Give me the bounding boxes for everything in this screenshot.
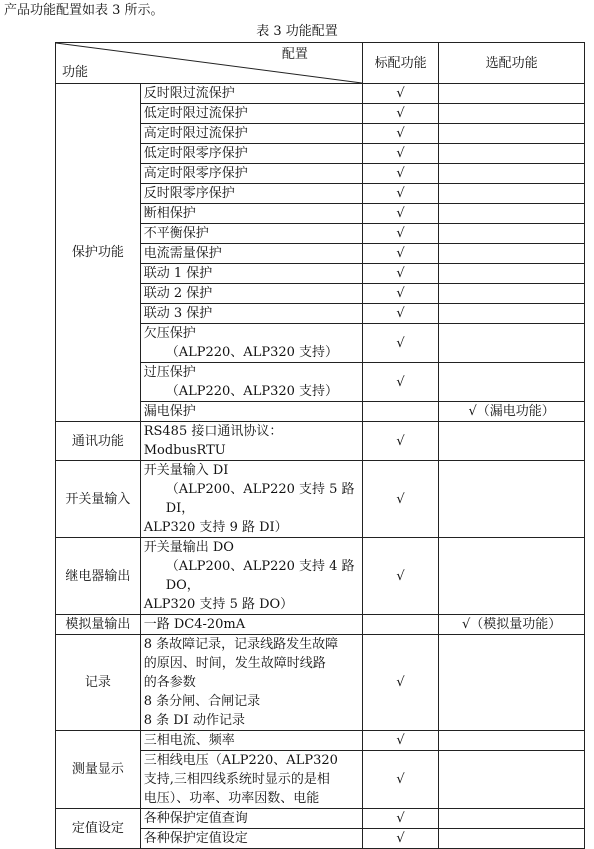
feature-cell xyxy=(140,264,362,284)
feature-line: 各种保护定值查询 xyxy=(143,811,248,826)
feature-line: 三相电流、频率 xyxy=(143,733,235,748)
category-cell: 保护功能 xyxy=(56,84,141,422)
category-cell: 继电器输出 xyxy=(56,538,141,615)
standard-cell: √ xyxy=(362,422,438,461)
header-config-label: 配置 xyxy=(281,47,308,62)
feature-cell xyxy=(140,164,362,184)
feature-line: 8 条 DI 动作记录 xyxy=(143,713,245,728)
optional-cell xyxy=(439,538,585,615)
table-header-row xyxy=(56,43,585,84)
feature-line: RS485 接口通讯协议： xyxy=(143,424,283,439)
header-optional: 选配功能 xyxy=(439,43,585,84)
header-function-label: 功能 xyxy=(62,65,89,80)
diagonal-line xyxy=(56,43,362,83)
optional-cell xyxy=(439,809,585,829)
intro-text: 产品功能配置如表 3 所示。 xyxy=(4,3,164,18)
feature-line: 的原因、时间，发生故障时线路 xyxy=(143,656,326,671)
feature-cell xyxy=(140,635,362,731)
feature-line: 欠压保护 xyxy=(143,326,196,341)
feature-cell xyxy=(140,104,362,124)
table-row xyxy=(56,615,585,635)
standard-cell: √ xyxy=(362,635,438,731)
feature-cell xyxy=(140,124,362,144)
category-cell: 定值设定 xyxy=(56,809,141,849)
feature-line: 8 条分闸、合闸记录 xyxy=(143,694,261,709)
standard-cell: √ xyxy=(362,324,438,363)
optional-cell xyxy=(439,124,585,144)
table-row xyxy=(56,84,585,104)
optional-cell xyxy=(439,224,585,244)
feature-cell xyxy=(140,304,362,324)
standard-cell: √ xyxy=(362,264,438,284)
feature-cell xyxy=(140,184,362,204)
optional-cell xyxy=(439,144,585,164)
table-body xyxy=(56,84,585,849)
optional-cell xyxy=(439,284,585,304)
standard-cell: √ xyxy=(362,284,438,304)
feature-line: 联动 1 保护 xyxy=(143,266,213,281)
feature-cell xyxy=(140,615,362,635)
standard-cell: √ xyxy=(362,84,438,104)
feature-cell xyxy=(140,422,362,461)
standard-cell: √ xyxy=(362,731,438,751)
feature-cell xyxy=(140,284,362,304)
feature-line: 开关量输出 DO xyxy=(143,540,234,555)
category-cell: 模拟量输出 xyxy=(56,615,141,635)
feature-cell xyxy=(140,809,362,829)
standard-cell xyxy=(362,402,438,422)
feature-cell xyxy=(140,751,362,809)
optional-cell xyxy=(439,204,585,224)
feature-line: 低定时限零序保护 xyxy=(143,146,248,161)
optional-cell xyxy=(439,324,585,363)
standard-cell: √ xyxy=(362,104,438,124)
diagonal-header-cell xyxy=(56,43,363,84)
feature-line: 电流需量保护 xyxy=(143,246,222,261)
feature-cell xyxy=(140,204,362,224)
feature-line: ModbusRTU xyxy=(143,443,226,458)
feature-cell xyxy=(140,829,362,849)
standard-cell: √ xyxy=(362,164,438,184)
table-row xyxy=(56,422,585,461)
table-caption: 表 3 功能配置 xyxy=(256,24,338,39)
feature-cell xyxy=(140,84,362,104)
feature-line: 过压保护 xyxy=(143,365,196,380)
standard-cell: √ xyxy=(362,363,438,402)
table-row xyxy=(56,461,585,538)
feature-line: （ALP220、ALP320 支持） xyxy=(165,384,339,399)
function-config-table xyxy=(55,42,585,849)
optional-cell xyxy=(439,244,585,264)
header-standard: 标配功能 xyxy=(362,43,438,84)
feature-line: 反时限过流保护 xyxy=(143,86,235,101)
feature-line: 高定时限过流保护 xyxy=(143,126,248,141)
feature-line: 低定时限过流保护 xyxy=(143,106,248,121)
feature-cell xyxy=(140,461,362,538)
table-row xyxy=(56,731,585,751)
category-cell: 通讯功能 xyxy=(56,422,141,461)
standard-cell: √ xyxy=(362,751,438,809)
feature-line: 漏电保护 xyxy=(143,404,196,419)
feature-line: 一路 DC4-20mA xyxy=(143,617,246,632)
table-row xyxy=(56,809,585,829)
feature-line: 的各参数 xyxy=(143,675,196,690)
feature-cell xyxy=(140,363,362,402)
feature-line: （ALP200、ALP220 支持 4 路 DO， xyxy=(165,559,355,593)
category-cell: 测量显示 xyxy=(56,731,141,809)
standard-cell: √ xyxy=(362,304,438,324)
feature-line: 高定时限零序保护 xyxy=(143,166,248,181)
optional-cell xyxy=(439,164,585,184)
optional-cell xyxy=(439,84,585,104)
feature-line: 联动 2 保护 xyxy=(143,286,213,301)
feature-line: 不平衡保护 xyxy=(143,226,209,241)
optional-cell xyxy=(439,422,585,461)
standard-cell: √ xyxy=(362,124,438,144)
feature-cell xyxy=(140,402,362,422)
optional-cell xyxy=(439,363,585,402)
standard-cell: √ xyxy=(362,461,438,538)
optional-cell xyxy=(439,304,585,324)
feature-line: 三相线电压（ALP220、ALP320 xyxy=(143,753,338,768)
optional-cell xyxy=(439,184,585,204)
standard-cell: √ xyxy=(362,184,438,204)
feature-cell xyxy=(140,244,362,264)
standard-cell: √ xyxy=(362,809,438,829)
feature-line: ALP320 支持 5 路 DO） xyxy=(143,597,294,612)
optional-cell xyxy=(439,104,585,124)
feature-line: 反时限零序保护 xyxy=(143,186,235,201)
optional-cell xyxy=(439,461,585,538)
optional-cell xyxy=(439,264,585,284)
feature-cell xyxy=(140,538,362,615)
optional-cell: √（模拟量功能） xyxy=(439,615,585,635)
standard-cell: √ xyxy=(362,244,438,264)
feature-line: 开关量输入 DI xyxy=(143,463,229,478)
feature-line: 电压）、功率、功率因数、电能 xyxy=(143,791,320,806)
table-row xyxy=(56,538,585,615)
optional-cell xyxy=(439,635,585,731)
optional-cell: √（漏电功能） xyxy=(439,402,585,422)
standard-cell: √ xyxy=(362,224,438,244)
feature-cell xyxy=(140,324,362,363)
standard-cell xyxy=(362,615,438,635)
feature-line: 8 条故障记录，记录线路发生故障 xyxy=(143,637,339,652)
standard-cell: √ xyxy=(362,144,438,164)
optional-cell xyxy=(439,751,585,809)
standard-cell: √ xyxy=(362,538,438,615)
standard-cell: √ xyxy=(362,204,438,224)
optional-cell xyxy=(439,829,585,849)
feature-cell xyxy=(140,224,362,244)
feature-line: 断相保护 xyxy=(143,206,196,221)
standard-cell: √ xyxy=(362,829,438,849)
feature-line: （ALP220、ALP320 支持） xyxy=(165,345,339,360)
category-cell: 记录 xyxy=(56,635,141,731)
feature-cell xyxy=(140,731,362,751)
table-row xyxy=(56,635,585,731)
feature-line: ALP320 支持 9 路 DI） xyxy=(143,520,288,535)
feature-line: 支持,三相四线系统时显示的是相 xyxy=(143,772,330,787)
optional-cell xyxy=(439,731,585,751)
feature-line: 各种保护定值设定 xyxy=(143,831,248,846)
feature-line: （ALP200、ALP220 支持 5 路 DI， xyxy=(165,482,355,516)
feature-line: 联动 3 保护 xyxy=(143,306,213,321)
category-cell: 开关量输入 xyxy=(56,461,141,538)
feature-cell xyxy=(140,144,362,164)
